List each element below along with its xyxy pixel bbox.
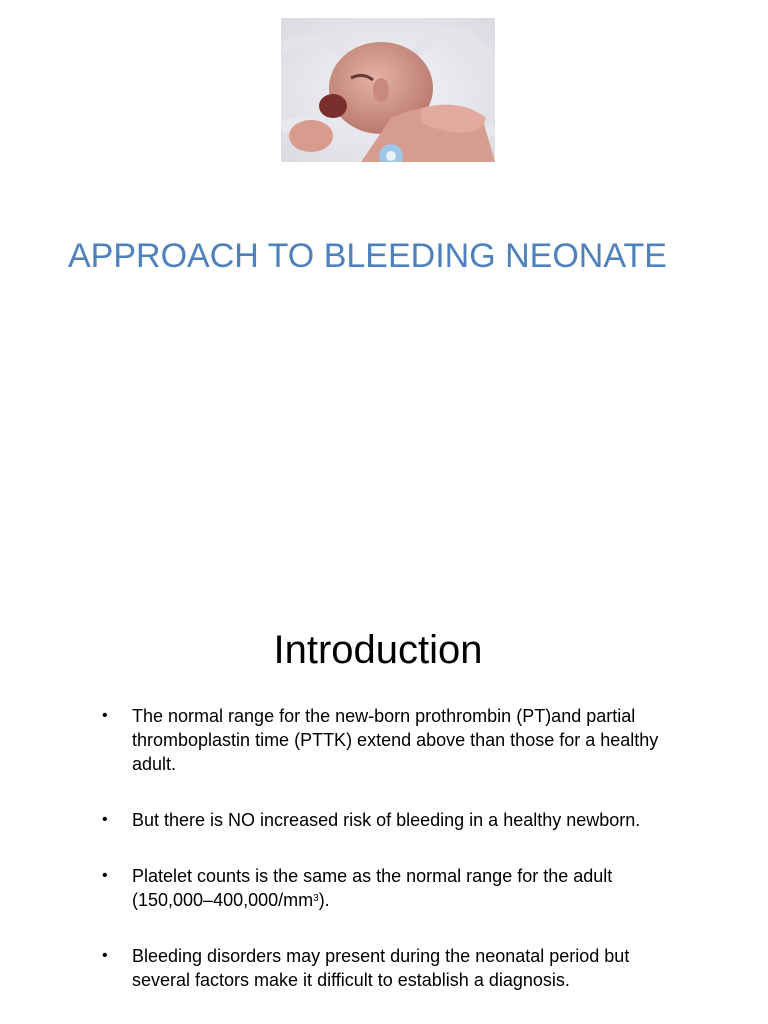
bullet-icon: • <box>102 811 108 828</box>
bullet-text-tail: (150,000–400,000/mm <box>132 890 314 910</box>
bullet-text-tail-end: ). <box>318 890 330 910</box>
list-item <box>102 704 682 776</box>
bullet-text: Platelet counts is the same as the normal range for the adult <box>132 866 613 886</box>
superscript: 3 <box>313 893 319 904</box>
bullet-icon: • <box>102 867 108 884</box>
presentation-title: APPROACH TO BLEEDING NEONATE <box>68 237 667 275</box>
bullet-list <box>102 704 682 1024</box>
list-item <box>102 808 682 832</box>
list-item <box>102 864 682 912</box>
bullet-text: Bleeding disorders may present during the neonatal period but several factors make it difficult to establish a diagnosis. <box>132 946 630 990</box>
slide-heading: Introduction <box>273 628 483 672</box>
bullet-icon: • <box>102 707 108 724</box>
slide-introduction <box>0 600 768 1024</box>
bullet-text: The normal range for the new-born prothrombin (PT)and partial thromboplastin time (PTTK) extend above than those for a healthy adult. <box>132 706 659 774</box>
list-item <box>102 944 682 992</box>
bullet-icon: • <box>102 947 108 964</box>
bullet-text: But there is NO increased risk of bleeding in a healthy newborn. <box>132 810 641 830</box>
newborn-photo <box>281 18 495 162</box>
